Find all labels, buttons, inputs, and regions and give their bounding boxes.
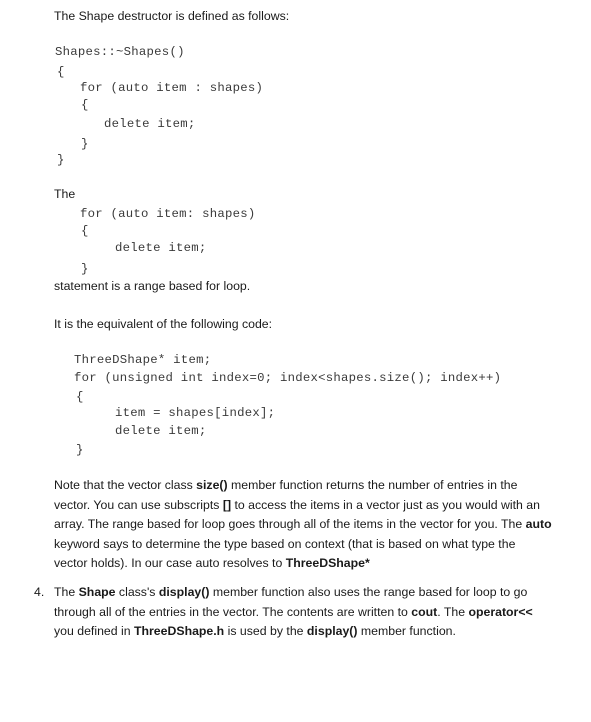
code-line: for (auto item : shapes) (80, 81, 264, 95)
code-line: } (57, 153, 65, 167)
the-label: The (54, 187, 76, 201)
code-line: { (76, 390, 84, 404)
code-line: } (81, 262, 89, 276)
range-statement-text: statement is a range based for loop. (54, 279, 251, 293)
equivalent-intro-text: It is the equivalent of the following code: (54, 317, 273, 331)
code-line: delete item; (115, 424, 207, 438)
note-line-5: vector holds). In our case auto resolves to ThreeDShape* (54, 556, 370, 571)
code-line: delete item; (115, 241, 207, 255)
code-line: delete item; (104, 117, 196, 131)
note-line-4: keyword says to determine the type based on context (that is based on what type the (54, 536, 516, 551)
note-line-2: vector. You can use subscripts [] to access the items in a vector just as you would with an (54, 497, 540, 512)
code-line: { (57, 65, 65, 79)
code-line: } (76, 443, 84, 457)
list-number: 4. (34, 585, 45, 599)
code-line: item = shapes[index]; (115, 406, 276, 420)
code-line: ThreeDShape* item; (74, 353, 212, 367)
code-line: Shapes::~Shapes() (55, 45, 185, 59)
code-line: { (81, 224, 89, 238)
code-line: for (auto item: shapes) (80, 207, 256, 221)
note-paragraph (54, 476, 552, 574)
item4-line-1: The Shape class's display() member function also uses the range based for loop to go (54, 585, 528, 599)
note-line-1: Note that the vector class size() member function returns the number of entries in the (54, 478, 518, 492)
intro-text: The Shape destructor is defined as follows: (54, 9, 290, 23)
item4-line-3: you defined in ThreeDShape.h is used by the display() member function. (54, 624, 456, 639)
item4-line-2: through all of the entries in the vector. The contents are written to cout. The operator<< (54, 604, 533, 619)
code-line: for (unsigned int index=0; index<shapes.size(); index++) (74, 371, 502, 385)
code-line: { (81, 98, 89, 112)
code-line: } (81, 137, 89, 151)
item4-paragraph (54, 583, 533, 642)
note-line-3: array. The range based for loop goes through all of the items in the vector for you. The auto (54, 517, 552, 532)
